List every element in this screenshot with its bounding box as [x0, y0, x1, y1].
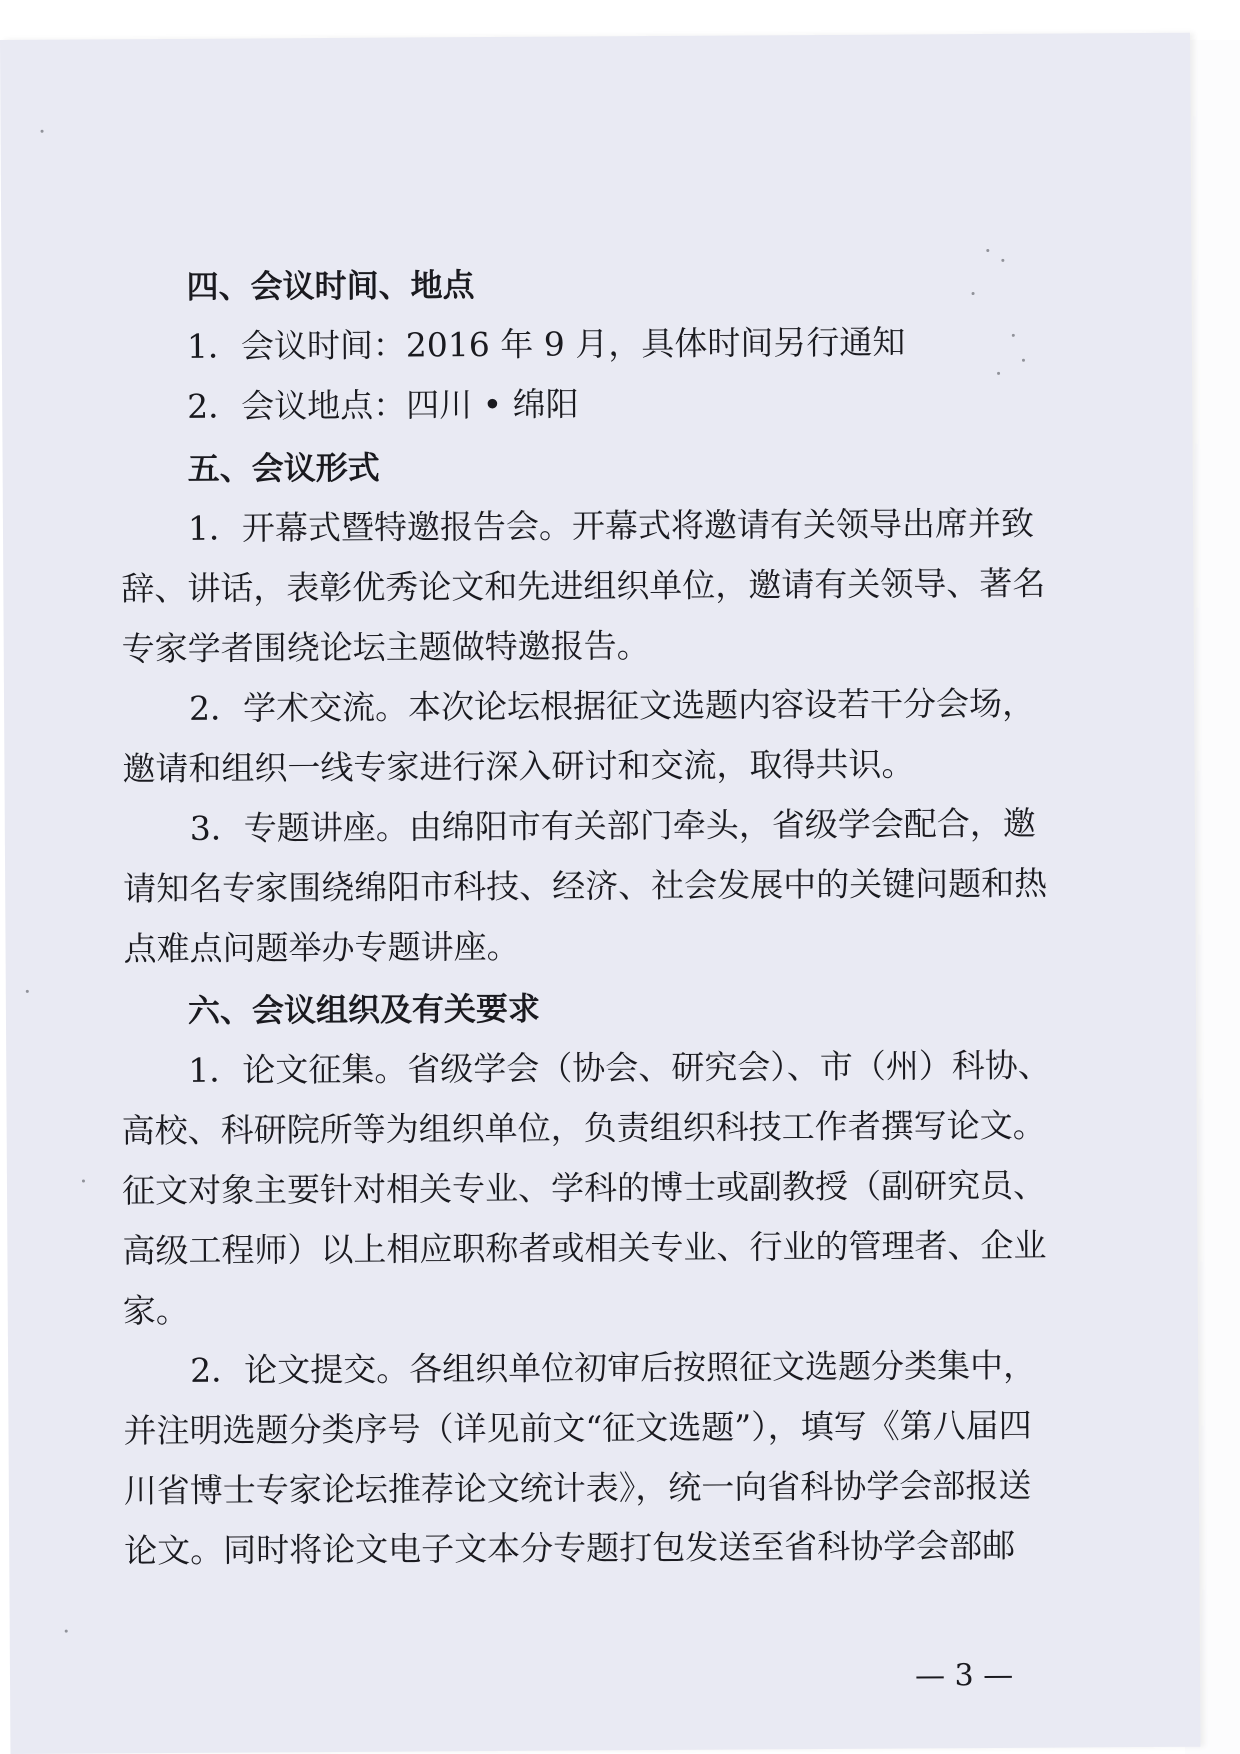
- s6-item1-line1: 1．论文征集。省级学会（协会、研究会）、市（州）科协、: [188, 1045, 1051, 1090]
- scan-speck: [82, 1180, 85, 1183]
- s6-item2-line4: 论文。同时将论文电子文本分专题打包发送至省科协学会部邮: [124, 1525, 1016, 1571]
- scan-speck: [1022, 359, 1025, 362]
- s6-item2-line2: 并注明选题分类序号（详见前文“征文选题”），填写《第八届四: [123, 1405, 1032, 1451]
- section-5-heading: 五、会议形式: [187, 448, 380, 488]
- s5-item3-line3: 点难点问题举办专题讲座。: [123, 926, 520, 969]
- s5-item1-line1: 1．开幕式暨特邀报告会。开幕式将邀请有关领导出席并致: [187, 503, 1035, 548]
- meeting-place-line: 2．会议地点：四川 • 绵阳: [187, 384, 579, 426]
- scan-speck: [1001, 259, 1004, 262]
- scan-speck: [997, 372, 1000, 375]
- s5-item2-line2: 邀请和组织一线专家进行深入研讨和交流，取得共识。: [122, 744, 915, 789]
- s6-item1-line4: 高级工程师）以上相应职称者或相关专业、行业的管理者、企业: [122, 1225, 1047, 1271]
- document-page: [0, 33, 1200, 1754]
- s5-item3-line2: 请知名专家围绕绵阳市科技、经济、社会发展中的关键问题和热: [123, 863, 1048, 909]
- scan-speck: [26, 990, 29, 993]
- scan-speck: [65, 1630, 68, 1633]
- s6-item1-line5: 家。: [122, 1290, 189, 1331]
- s6-item2-line1: 2．论文提交。各组织单位初审后按照征文选题分类集中，: [190, 1345, 1037, 1390]
- page-number: — 3 —: [914, 1657, 1014, 1694]
- meeting-time-line: 1．会议时间：2016 年 9 月，具体时间另行通知: [186, 322, 906, 366]
- section-4-heading: 四、会议时间、地点: [186, 266, 475, 306]
- s5-item3-line1: 3．专题讲座。由绵阳市有关部门牵头，省级学会配合，邀: [189, 803, 1036, 848]
- s6-item2-line3: 川省博士专家论坛推荐论文统计表》，统一向省科协学会部报送: [123, 1465, 1032, 1511]
- s6-item1-line2: 高校、科研院所等为组织单位，负责组织科技工作者撰写论文。: [121, 1105, 1046, 1151]
- s5-item1-line2: 辞、讲话，表彰优秀论文和先进组织单位，邀请有关领导、著名: [121, 563, 1046, 609]
- section-6-heading: 六、会议组织及有关要求: [187, 989, 541, 1030]
- scan-speck: [986, 249, 989, 252]
- s6-item1-line3: 征文对象主要针对相关专业、学科的博士或副教授（副研究员、: [121, 1165, 1047, 1211]
- s5-item1-line3: 专家学者围绕论坛主题做特邀报告。: [121, 626, 650, 669]
- s5-item2-line1: 2．学术交流。本次论坛根据征文选题内容设若干分会场，: [188, 683, 1036, 728]
- scan-speck: [1012, 334, 1015, 337]
- scan-speck: [972, 292, 975, 295]
- scan-speck: [41, 130, 44, 133]
